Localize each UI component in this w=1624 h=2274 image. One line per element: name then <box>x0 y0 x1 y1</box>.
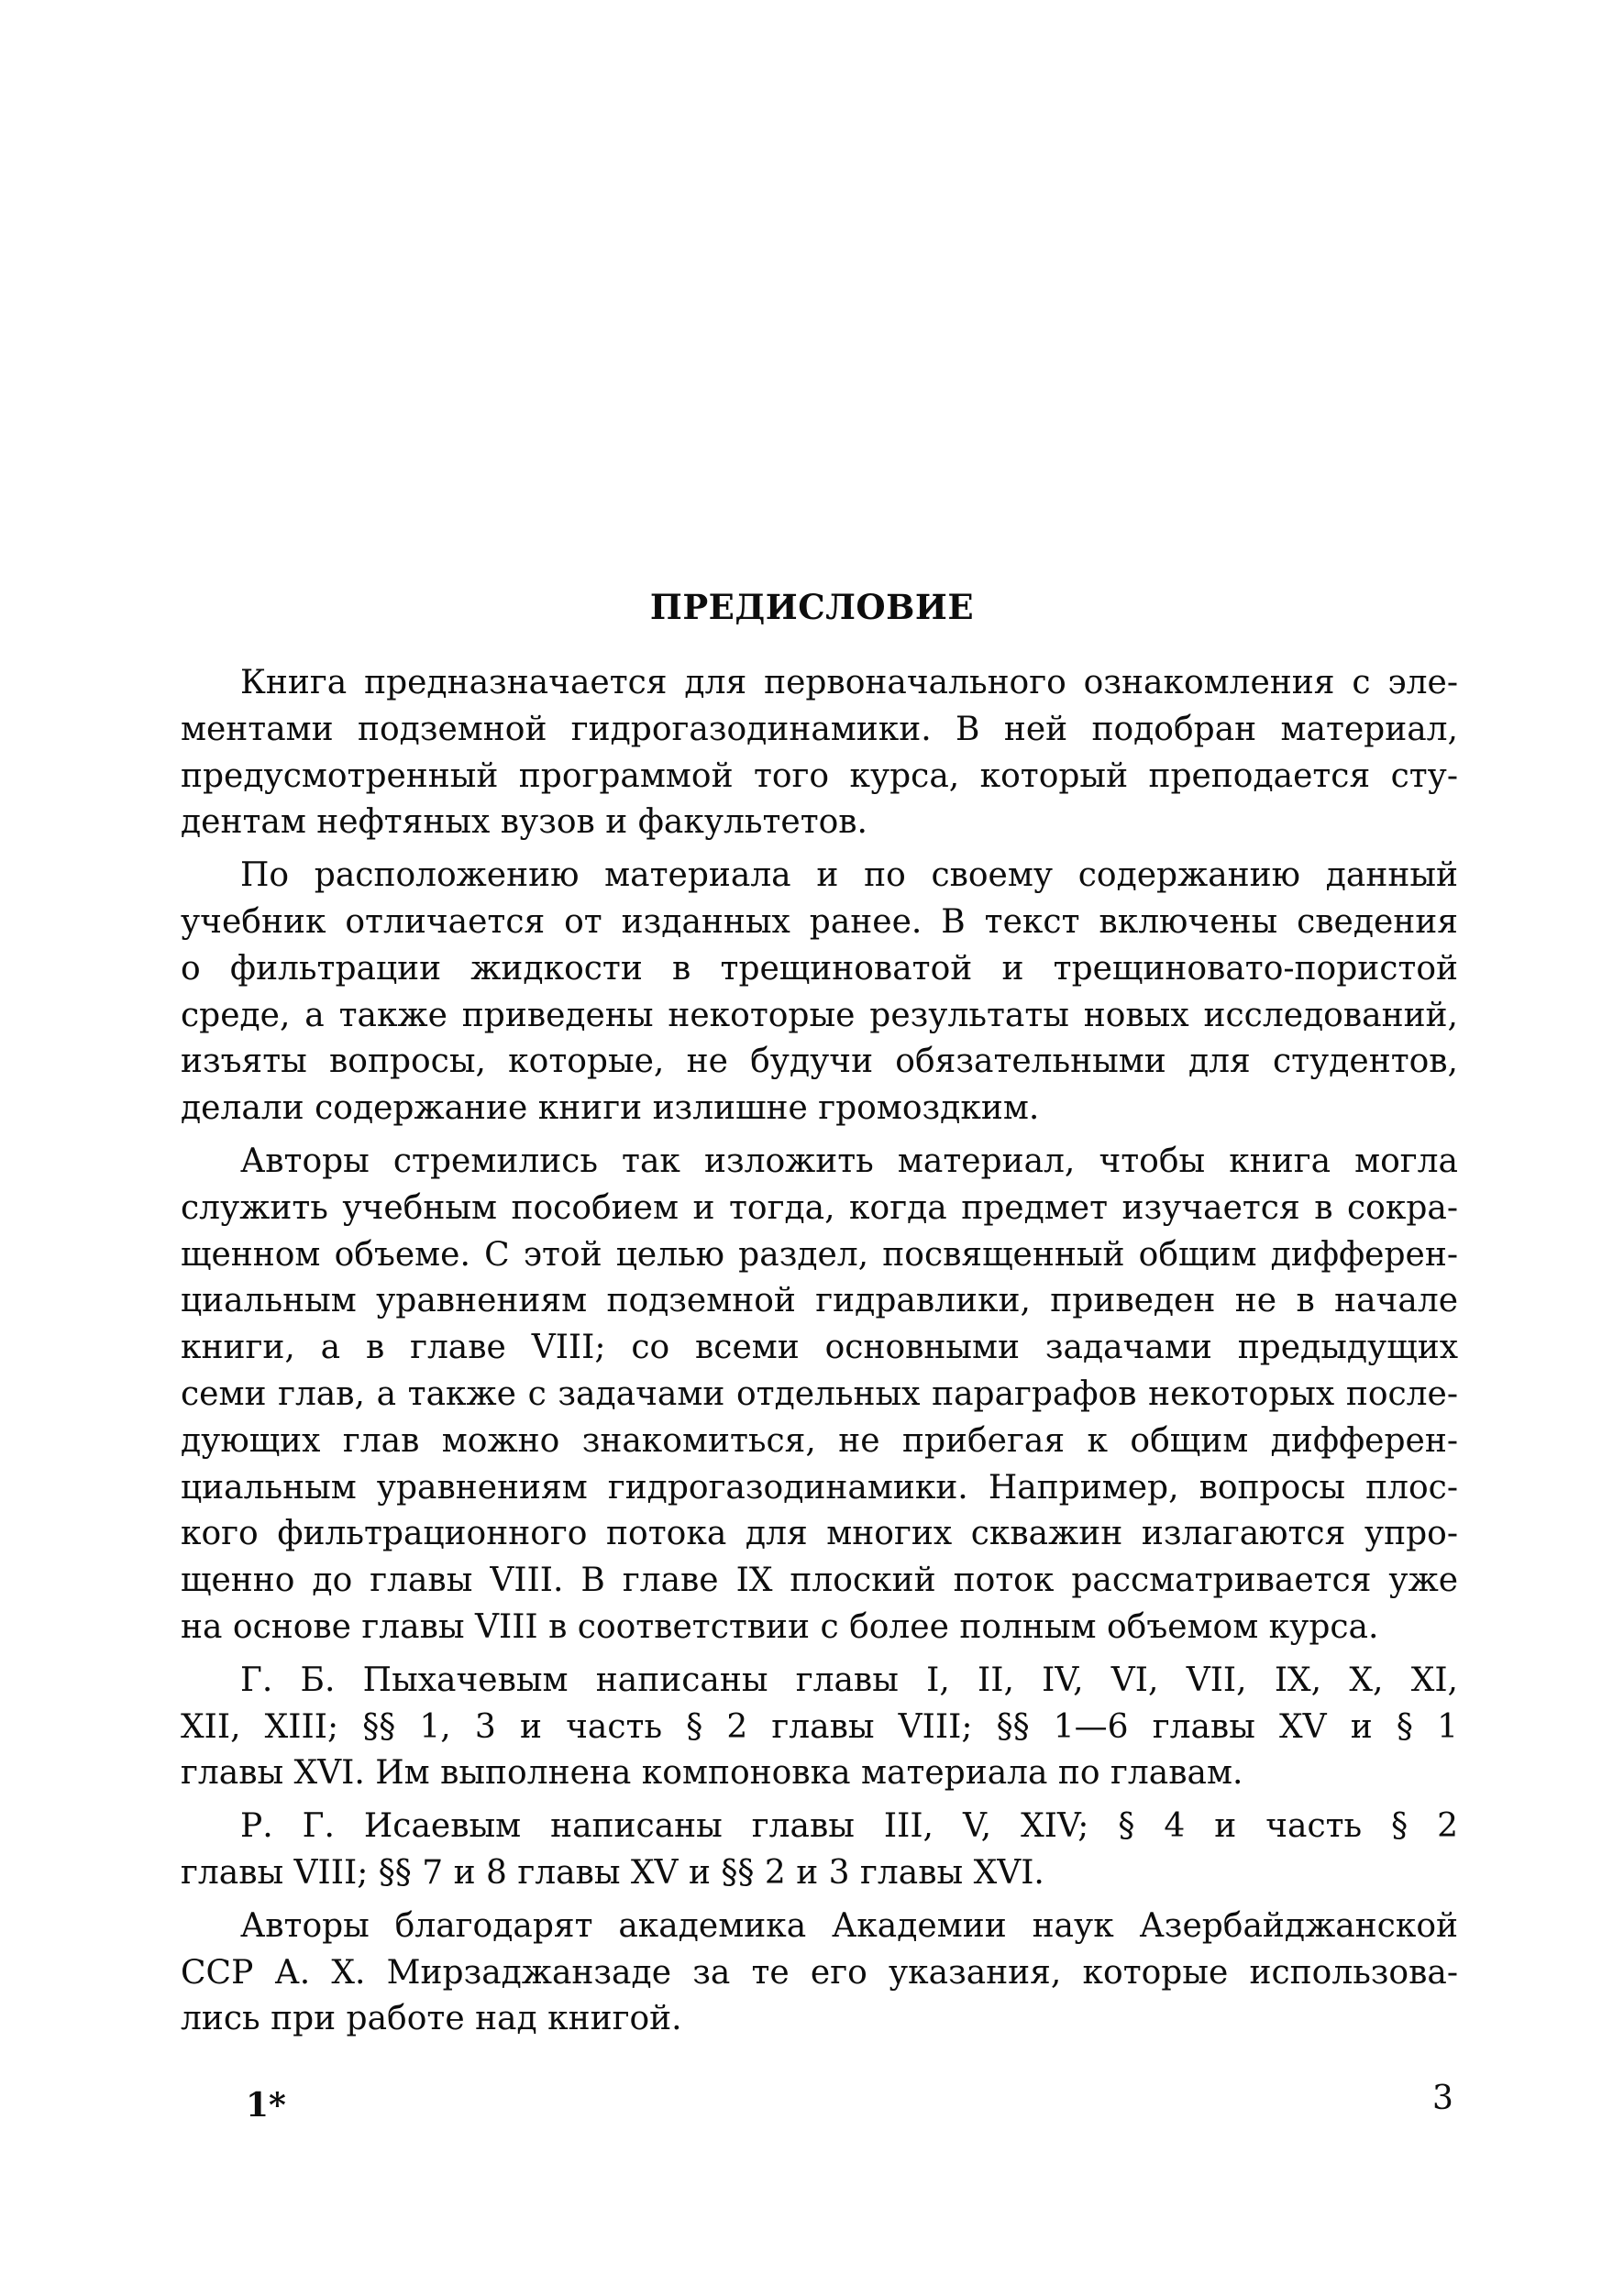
text-line: циальным уравнениям гидрогазодинамики. Например, вопросы плос- <box>181 1468 1458 1507</box>
text-line: делали содержание книги излишне громоздким. <box>181 1089 1040 1128</box>
paragraph <box>181 853 1458 1132</box>
text-line: изъяты вопросы, которые, не будучи обязательными для студентов, <box>181 1043 1458 1081</box>
text-line: Книга предназначается для первоначального ознакомления с эле- <box>240 664 1458 701</box>
text-line: ССР А. Х. Мирзаджанзаде за те его указания, которые использова- <box>181 1953 1458 1992</box>
paragraph <box>181 1658 1458 1797</box>
page-title: ПРЕДИСЛОВИЕ <box>649 587 975 627</box>
text-line: ментами подземной гидрогазодинамики. В ней подобран материал, <box>181 710 1458 748</box>
text-line: главы VIII; §§ 7 и 8 главы XV и §§ 2 и 3 главы XVI. <box>181 1853 1044 1892</box>
paragraph <box>181 1139 1458 1651</box>
text-line: учебник отличается от изданных ранее. В текст включены сведения <box>181 902 1458 941</box>
text-line: на основе главы VIII в соответствии с более полным объемом курса. <box>181 1607 1379 1646</box>
text-line: кого фильтрационного потока для многих скважин излагаются упро- <box>181 1515 1458 1553</box>
page-number: 3 <box>1432 2080 1453 2117</box>
text-line: дующих глав можно знакомиться, не прибегая к общим дифферен- <box>181 1421 1458 1460</box>
text-line: предусмотренный программой того курса, который преподается сту- <box>181 756 1458 795</box>
text-line: Авторы стремились так изложить материал, чтобы книга могла <box>240 1142 1458 1180</box>
text-line: Авторы благодарят академика Академии наук Азербайджанской <box>240 1906 1458 1945</box>
text-line: главы XVI. Им выполнена компоновка материала по главам. <box>181 1754 1243 1793</box>
text-line: лись при работе над книгой. <box>181 2000 682 2038</box>
text-line: циальным уравнениям подземной гидравлики, приведен не в начале <box>181 1282 1458 1320</box>
text-line: о фильтрации жидкости в трещиноватой и трещиновато-пористой <box>181 949 1458 988</box>
text-line: XII, XIII; §§ 1, 3 и часть § 2 главы VIII; §§ 1—6 главы XV и § 1 <box>181 1707 1458 1746</box>
paragraph <box>181 660 1458 846</box>
preface-body <box>181 660 1458 2043</box>
text-line: дентам нефтяных вузов и факультетов. <box>181 803 868 842</box>
paragraph <box>181 1904 1458 2043</box>
text-line: щенном объеме. С этой целью раздел, посвященный общим дифферен- <box>181 1235 1458 1274</box>
text-line: семи глав, а также с задачами отдельных параграфов некоторых после- <box>181 1374 1458 1413</box>
text-line: Р. Г. Исаевым написаны главы III, V, XIV; § 4 и часть § 2 <box>240 1807 1458 1846</box>
text-line: книги, а в главе VIII; со всеми основными задачами предыдущих <box>181 1329 1458 1367</box>
text-line: щенно до главы VIII. В главе IX плоский поток рассматривается уже <box>181 1562 1458 1600</box>
signature-mark: 1* <box>246 2086 286 2125</box>
text-line: служить учебным пособием и тогда, когда предмет изучается в сокра- <box>181 1188 1458 1227</box>
text-line: По расположению материала и по своему содержанию данный <box>240 856 1458 895</box>
text-line: Г. Б. Пыхачевым написаны главы I, II, IV, VI, VII, IX, X, XI, <box>240 1661 1458 1699</box>
text-line: среде, а также приведены некоторые результаты новых исследований, <box>181 996 1458 1034</box>
paragraph <box>181 1804 1458 1897</box>
